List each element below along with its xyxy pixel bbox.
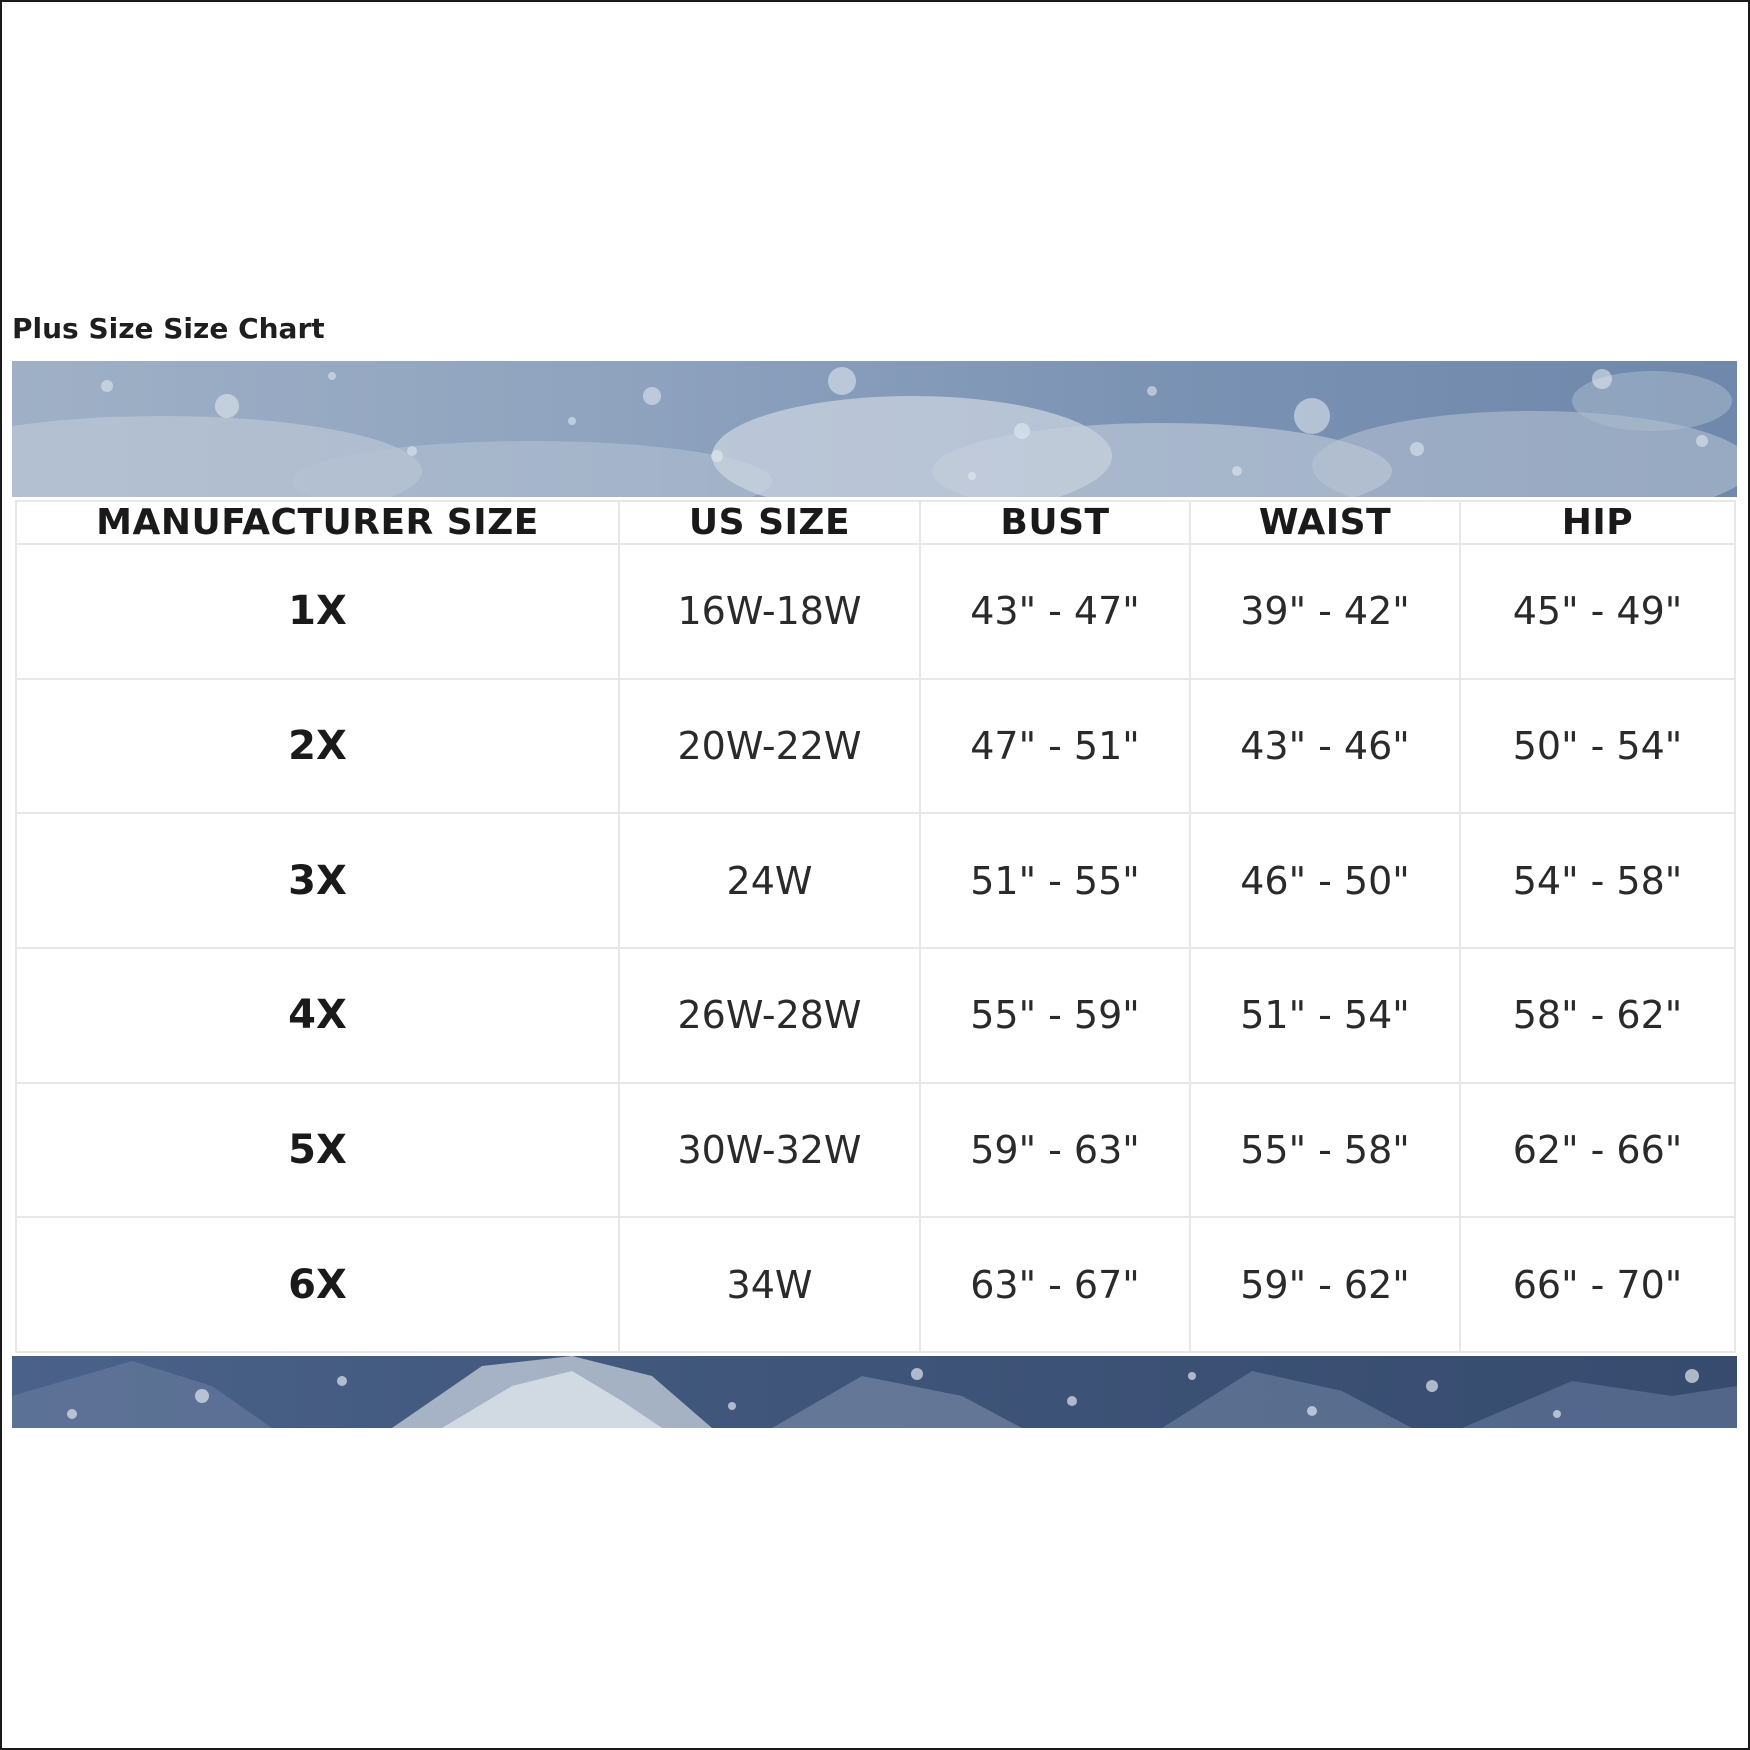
table-row <box>16 948 1735 1083</box>
header-us-size: US SIZE <box>619 501 920 544</box>
header-banner-image <box>12 361 1737 497</box>
cell-bust: 63" - 67" <box>920 1217 1190 1352</box>
cell-bust: 43" - 47" <box>920 544 1190 679</box>
table-row <box>16 544 1735 679</box>
cell-manufacturer-size: 2X <box>16 679 619 814</box>
cell-us-size: 34W <box>619 1217 920 1352</box>
size-chart-table <box>15 500 1736 1353</box>
cell-bust: 47" - 51" <box>920 679 1190 814</box>
cell-manufacturer-size: 6X <box>16 1217 619 1352</box>
cell-hip: 45" - 49" <box>1460 544 1735 679</box>
cell-hip: 66" - 70" <box>1460 1217 1735 1352</box>
table-row <box>16 679 1735 814</box>
table-row <box>16 1083 1735 1218</box>
table-row <box>16 813 1735 948</box>
cell-waist: 51" - 54" <box>1190 948 1460 1083</box>
page-title: Plus Size Size Chart <box>12 312 325 345</box>
cell-us-size: 20W-22W <box>619 679 920 814</box>
table-row <box>16 1217 1735 1352</box>
cell-bust: 55" - 59" <box>920 948 1190 1083</box>
cell-us-size: 24W <box>619 813 920 948</box>
cell-us-size: 16W-18W <box>619 544 920 679</box>
header-waist: WAIST <box>1190 501 1460 544</box>
cell-waist: 46" - 50" <box>1190 813 1460 948</box>
cell-waist: 39" - 42" <box>1190 544 1460 679</box>
cell-waist: 59" - 62" <box>1190 1217 1460 1352</box>
cell-hip: 58" - 62" <box>1460 948 1735 1083</box>
cell-bust: 51" - 55" <box>920 813 1190 948</box>
header-bust: BUST <box>920 501 1190 544</box>
cell-manufacturer-size: 1X <box>16 544 619 679</box>
cell-waist: 43" - 46" <box>1190 679 1460 814</box>
cell-manufacturer-size: 4X <box>16 948 619 1083</box>
cell-manufacturer-size: 3X <box>16 813 619 948</box>
footer-banner-image <box>12 1356 1737 1428</box>
cell-bust: 59" - 63" <box>920 1083 1190 1218</box>
cell-waist: 55" - 58" <box>1190 1083 1460 1218</box>
cell-us-size: 30W-32W <box>619 1083 920 1218</box>
cell-hip: 62" - 66" <box>1460 1083 1735 1218</box>
size-chart-table-container <box>12 497 1737 1356</box>
table-header-row <box>16 501 1735 544</box>
cell-us-size: 26W-28W <box>619 948 920 1083</box>
header-hip: HIP <box>1460 501 1735 544</box>
cell-hip: 54" - 58" <box>1460 813 1735 948</box>
header-manufacturer-size: MANUFACTURER SIZE <box>16 501 619 544</box>
cell-manufacturer-size: 5X <box>16 1083 619 1218</box>
cell-hip: 50" - 54" <box>1460 679 1735 814</box>
